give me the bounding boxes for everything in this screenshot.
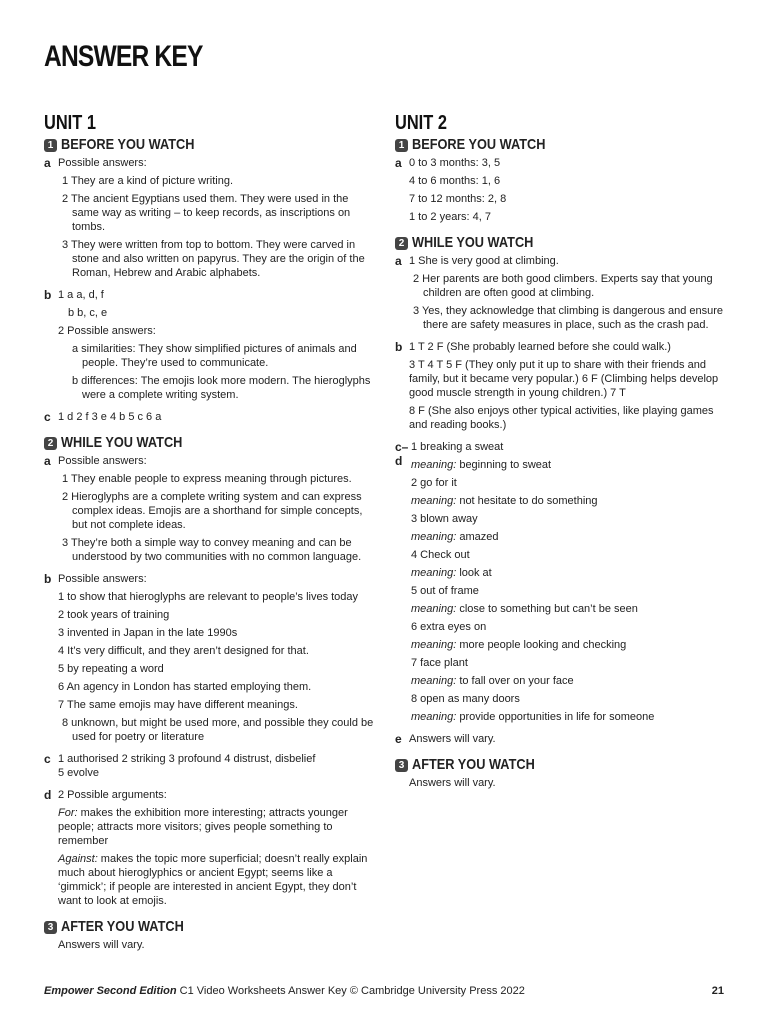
meaning-label: meaning: [411, 603, 457, 615]
answer-line: b differences: The emojis look more modern. The hieroglyphs were a complete writing system. [72, 375, 371, 401]
phrase-line: 6 extra eyes on [411, 621, 487, 633]
u2-while-heading [395, 236, 730, 250]
section-title: WHILE YOU WATCH [61, 434, 183, 451]
answer-line: Possible answers: [58, 573, 147, 585]
meaning-line [411, 458, 730, 472]
section-title: WHILE YOU WATCH [412, 234, 534, 251]
answer-line: 3 They’re both a simple way to convey meaning and can be understood by two communities with no common language. [62, 537, 362, 563]
answer-line: 5 evolve [58, 767, 99, 779]
page-title: ANSWER KEY [44, 40, 203, 73]
answer-line: 1 d 2 f 3 e 4 b 5 c 6 a [58, 411, 162, 423]
answer-line: 2 Possible answers: [58, 325, 156, 337]
u1-before-a [44, 156, 374, 284]
answer-line: a similarities: They show simplified pictures of animals and people. They’re used to communicate. [72, 343, 357, 369]
answer-line: 1 They are a kind of picture writing. [62, 175, 233, 187]
u1-before-b [44, 288, 374, 406]
item-letter: a [395, 156, 402, 170]
meaning-text: more people looking and checking [456, 639, 627, 651]
u1-after-heading [44, 920, 374, 934]
page-number: 21 [711, 985, 724, 997]
for-text: makes the exhibition more interesting; attracts younger people; attracts more visitors; gives people something to remember [58, 807, 348, 847]
section-title: BEFORE YOU WATCH [412, 136, 546, 153]
answer-line: 3 They were written from top to bottom. They were carved in stone and also written on papyrus. They are the origin of the Roman, Hebrew and Arabic alphabets. [62, 239, 365, 279]
answer-line: 2 The ancient Egyptians used them. They were used in the same way as writing – to keep records, as inscriptions on tombs. [62, 193, 351, 233]
argument-for [58, 806, 374, 848]
meaning-text: beginning to sweat [456, 459, 552, 471]
answer-line: Possible answers: [58, 157, 147, 169]
phrase-line: 8 open as many doors [411, 693, 520, 705]
meaning-text: not hesitate to do something [456, 495, 598, 507]
answer-line: b b, c, e [68, 307, 108, 319]
phrase-line: 1 breaking a sweat [411, 441, 504, 453]
u1-while-c [44, 752, 374, 784]
unit-2-title: UNIT 2 [395, 112, 447, 134]
u2-while-b [395, 340, 730, 436]
section-number-badge: 1 [44, 139, 57, 152]
item-letter: b [44, 572, 52, 586]
answer-line: 1 a a, d, f [58, 289, 104, 301]
against-text: makes the topic more superficial; doesn’t really explain much about hieroglyphics or ancient Egypt; seems like a ‘gimmick’; if people are interested in ancient Egypt, they don’t want to look at emojis. [58, 853, 368, 907]
answer-line: Answers will vary. [409, 733, 496, 745]
meaning-text: amazed [456, 531, 499, 543]
answer-line: 1 She is very good at climbing. [409, 255, 559, 267]
answer-line: 0 to 3 months: 3, 5 [409, 157, 501, 169]
u2-while-cd [395, 440, 730, 728]
item-letter: a [395, 254, 402, 268]
meaning-text: look at [456, 567, 492, 579]
answer-line: 1 to show that hieroglyphs are relevant to people’s lives today [58, 591, 359, 603]
answer-line: 8 F (She also enjoys other typical activities, like playing games and reading books.) [409, 405, 714, 431]
answer-line: Possible answers: [58, 455, 147, 467]
answer-line: 7 The same emojis may have different meanings. [58, 699, 298, 711]
meaning-line [411, 602, 730, 616]
unit-2-column [395, 112, 730, 794]
item-letter: d [44, 788, 52, 802]
meaning-line [411, 494, 730, 508]
answer-line: Answers will vary. [58, 939, 145, 951]
phrase-line: 3 blown away [411, 513, 478, 525]
item-letter: b [395, 340, 403, 354]
footer-brand: Empower Second Edition [44, 985, 177, 997]
argument-against [58, 852, 374, 908]
answer-line: 6 An agency in London has started employing them. [58, 681, 312, 693]
meaning-line [411, 566, 730, 580]
section-number-badge: 3 [395, 759, 408, 772]
meaning-text: to fall over on your face [456, 675, 574, 687]
meaning-line [411, 638, 730, 652]
u2-while-a [395, 254, 730, 336]
answer-line: 4 to 6 months: 1, 6 [409, 175, 501, 187]
answer-line: 3 invented in Japan in the late 1990s [58, 627, 238, 639]
u2-while-e [395, 732, 730, 750]
item-letter: a [44, 454, 51, 468]
for-label: For: [58, 807, 78, 819]
u1-while-d [44, 788, 374, 912]
u2-before-a [395, 156, 730, 228]
u1-while-a [44, 454, 374, 568]
answer-line: 1 T 2 F (She probably learned before she could walk.) [409, 341, 671, 353]
meaning-label: meaning: [411, 711, 457, 723]
u1-before-heading [44, 138, 374, 152]
meaning-label: meaning: [411, 675, 457, 687]
item-letter: c [44, 752, 51, 766]
phrase-line: 7 face plant [411, 657, 468, 669]
section-number-badge: 2 [395, 237, 408, 250]
section-number-badge: 1 [395, 139, 408, 152]
section-title: BEFORE YOU WATCH [61, 136, 195, 153]
answer-line: 1 to 2 years: 4, 7 [409, 211, 491, 223]
answer-line: 4 It’s very difficult, and they aren’t designed for that. [58, 645, 309, 657]
meaning-label: meaning: [411, 459, 457, 471]
page-footer [44, 985, 724, 997]
answer-line: 2 Possible arguments: [58, 789, 167, 801]
answer-line: 8 unknown, but might be used more, and possible they could be used for poetry or literature [62, 717, 374, 743]
footer-credit [44, 985, 525, 997]
u1-while-heading [44, 436, 374, 450]
meaning-label: meaning: [411, 567, 457, 579]
section-number-badge: 2 [44, 437, 57, 450]
item-letter: c–d [395, 440, 409, 468]
u1-while-b [44, 572, 374, 748]
phrase-line: 2 go for it [411, 477, 457, 489]
answer-line: 1 authorised 2 striking 3 profound 4 distrust, disbelief [58, 753, 316, 765]
item-letter: a [44, 156, 51, 170]
unit-1-column [44, 112, 374, 956]
meaning-line [411, 710, 730, 724]
u2-after-heading [395, 758, 730, 772]
item-letter: b [44, 288, 52, 302]
answer-line: 7 to 12 months: 2, 8 [409, 193, 507, 205]
answer-line: 2 took years of training [58, 609, 170, 621]
answer-line: 3 Yes, they acknowledge that climbing is dangerous and ensure there are safety measures in place, such as the crash pad. [413, 305, 724, 331]
answer-line: Answers will vary. [409, 777, 496, 789]
answer-line: 2 Hieroglyphs are a complete writing system and can express complex ideas. Emojis are a shorthand for simple concepts, but not complete ideas. [62, 491, 363, 531]
meaning-text: provide opportunities in life for someone [456, 711, 655, 723]
meaning-line [411, 530, 730, 544]
meaning-label: meaning: [411, 495, 457, 507]
meaning-label: meaning: [411, 531, 457, 543]
u2-before-heading [395, 138, 730, 152]
phrase-line: 5 out of frame [411, 585, 479, 597]
answer-line: 5 by repeating a word [58, 663, 164, 675]
u1-before-c [44, 410, 374, 428]
answer-line: 2 Her parents are both good climbers. Experts say that young children are often good at climbing. [413, 273, 713, 299]
item-letter: c [44, 410, 51, 424]
phrase-meaning-list [411, 440, 730, 728]
answer-line: 3 T 4 T 5 F (They only put it up to share with their friends and family, but it became very popular.) 6 F (Climbing helps develop good muscle strength in young children.) 7 T [409, 359, 719, 399]
item-letter: e [395, 732, 402, 746]
footer-text: C1 Video Worksheets Answer Key © Cambridge University Press 2022 [176, 985, 525, 997]
section-title: AFTER YOU WATCH [61, 918, 184, 935]
section-title: AFTER YOU WATCH [412, 756, 535, 773]
phrase-line: 4 Check out [411, 549, 470, 561]
section-number-badge: 3 [44, 921, 57, 934]
meaning-label: meaning: [411, 639, 457, 651]
against-label: Against: [58, 853, 98, 865]
meaning-text: close to something but can’t be seen [456, 603, 638, 615]
unit-1-title: UNIT 1 [44, 112, 96, 134]
meaning-line [411, 674, 730, 688]
answer-line: 1 They enable people to express meaning through pictures. [62, 473, 352, 485]
